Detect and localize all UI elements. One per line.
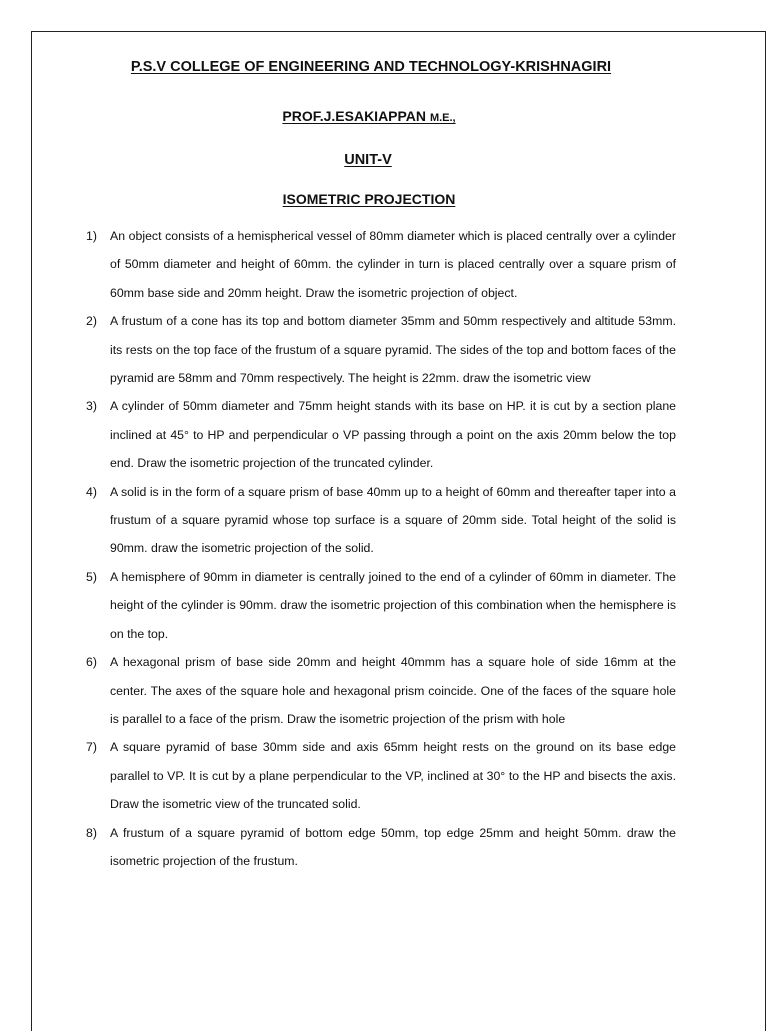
question-number: 6)	[86, 655, 97, 670]
question-text: A square pyramid of base 30mm side and axis 65mm height rests on the ground on its base edge parallel to VP. It is cut by a plane perpendicular to the VP, inclined at 30° to the HP and bisects the axis. Draw the isometric view of the truncated solid.	[110, 740, 676, 812]
professor-name	[0, 108, 753, 124]
question-number: 5)	[86, 569, 97, 584]
professor-degree: M.E.,	[429, 112, 456, 124]
college-name: P.S.V COLLEGE OF ENGINEERING AND TECHNOLOGY-KRISHNAGIRI	[130, 59, 612, 75]
question-number: 8)	[86, 825, 97, 840]
question-number: 1)	[86, 229, 97, 243]
question-text: A cylinder of 50mm diameter and 75mm height stands with its base on HP. it is cut by a section plane inclined at 45° to HP and perpendicular o VP passing through a point on the axis 20mm below the top end. Draw the isometric projection of the truncated cylinder.	[110, 399, 676, 471]
question-item	[86, 648, 676, 733]
question-text: A frustum of a square pyramid of bottom edge 50mm, top edge 25mm and height 50mm. draw the isometric projection of the frustum.	[110, 825, 676, 868]
question-number: 7)	[86, 740, 97, 755]
unit-title: UNIT-V	[344, 152, 392, 168]
question-item	[86, 819, 676, 876]
question-number: 3)	[86, 399, 97, 414]
question-text: An object consists of a hemispherical vessel of 80mm diameter which is placed centrally over a cylinder of 50mm diameter and height of 60mm. the cylinder in turn is placed centrally over a square prism of 60mm base side and 20mm height. Draw the isometric projection of object.	[110, 229, 676, 300]
question-text: A frustum of a cone has its top and bottom diameter 35mm and 50mm respectively and altitude 53mm. its rests on the top face of the frustum of a square pyramid. The sides of the top and bottom faces of the pyramid are 58mm and 70mm respectively. The height is 22mm. draw the isometric view	[110, 314, 676, 386]
question-number: 4)	[86, 484, 97, 499]
professor-name-text: PROF.J.ESAKIAPPAN	[282, 108, 427, 124]
question-item	[86, 392, 676, 477]
question-item	[86, 478, 676, 563]
question-text: A solid is in the form of a square prism of base 40mm up to a height of 60mm and thereafter taper into a frustum of a square pyramid whose top surface is a square of 20mm side. Total height of the solid is 90mm. draw the isometric projection of the solid.	[110, 484, 676, 556]
question-number: 2)	[86, 314, 97, 329]
question-item	[86, 222, 676, 307]
question-item	[86, 733, 676, 818]
question-text: A hexagonal prism of base side 20mm and height 40mmm has a square hole of side 16mm at the center. The axes of the square hole and hexagonal prism coincide. One of the faces of the square hole is parallel to a face of the prism. Draw the isometric projection of the prism with hole	[110, 655, 676, 726]
question-item	[86, 563, 676, 648]
question-text: A hemisphere of 90mm in diameter is centrally joined to the end of a cylinder of 60mm in diameter. The height of the cylinder is 90mm. draw the isometric projection of this combination when the hemisphere is on the top.	[110, 569, 676, 641]
topic-title: ISOMETRIC PROJECTION	[282, 191, 456, 207]
question-item	[86, 307, 676, 392]
question-list	[86, 222, 676, 875]
